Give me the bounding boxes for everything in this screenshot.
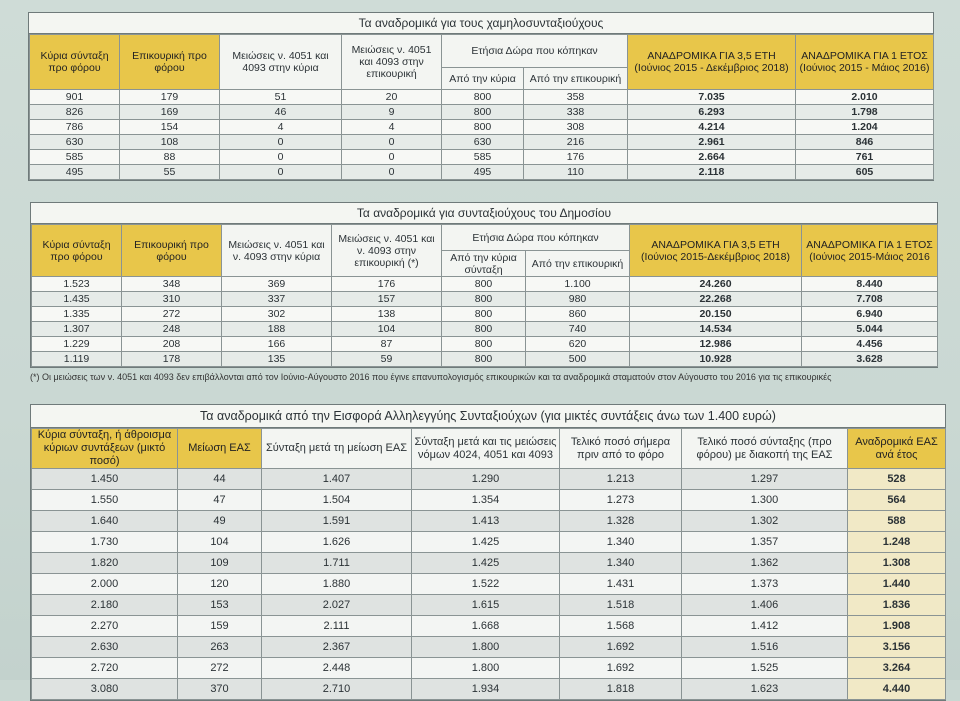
table-body bbox=[32, 277, 938, 367]
table-cell: 585 bbox=[442, 150, 524, 165]
table-cell: 104 bbox=[332, 322, 442, 337]
header-aux-pension: Επικουρική προ φόρου bbox=[122, 225, 222, 277]
table-cell: 263 bbox=[178, 637, 262, 658]
table-cell: 46 bbox=[220, 105, 342, 120]
table-cell: 846 bbox=[796, 135, 934, 150]
table-cell: 620 bbox=[526, 337, 630, 352]
table-cell: 0 bbox=[342, 135, 442, 150]
header-aux-pension: Επικουρική προ φόρου bbox=[120, 35, 220, 90]
table-cell: 1.204 bbox=[796, 120, 934, 135]
table-row bbox=[32, 616, 946, 637]
table-row bbox=[32, 277, 938, 292]
table-cell: 1.730 bbox=[32, 532, 178, 553]
table-cell: 87 bbox=[332, 337, 442, 352]
table-cell: 51 bbox=[220, 90, 342, 105]
table-cell: 272 bbox=[122, 307, 222, 322]
table-cell: 1.522 bbox=[412, 574, 560, 595]
table-row bbox=[30, 135, 934, 150]
table-cell: 1.516 bbox=[682, 637, 848, 658]
table-cell: 1.504 bbox=[262, 490, 412, 511]
table-cell: 2.448 bbox=[262, 658, 412, 679]
table-cell: 1.440 bbox=[848, 574, 946, 595]
footnote: (*) Οι μειώσεις των ν. 4051 και 4093 δεν επιβάλλονται από τον Ιούνιο-Αύγουστο 2016 που έγινε επανυπολογισμός επικουρικών και τα αναδρομικά σταματούν στον Αύγουστο του 2016 για τις επικουρικές bbox=[30, 372, 832, 382]
table-row bbox=[30, 90, 934, 105]
table-cell: 1.362 bbox=[682, 553, 848, 574]
table-cell: 1.836 bbox=[848, 595, 946, 616]
header-final-no-eas: Τελικό ποσό σύνταξης (προ φόρου) με διακοπή της ΕΑΣ bbox=[682, 429, 848, 469]
table-cell: 108 bbox=[120, 135, 220, 150]
table-row bbox=[32, 553, 946, 574]
table-cell: 1.525 bbox=[682, 658, 848, 679]
table-row bbox=[30, 165, 934, 180]
table-cell: 0 bbox=[220, 135, 342, 150]
table-cell: 630 bbox=[442, 135, 524, 150]
table-cell: 1.340 bbox=[560, 553, 682, 574]
table-cell: 2.111 bbox=[262, 616, 412, 637]
table-cell: 248 bbox=[122, 322, 222, 337]
table-cell: 800 bbox=[442, 322, 526, 337]
header-cuts-main: Μειώσεις ν. 4051 και ν. 4093 στην κύρια bbox=[222, 225, 332, 277]
table-cell: 308 bbox=[524, 120, 628, 135]
table-cell: 980 bbox=[526, 292, 630, 307]
table-body bbox=[32, 469, 946, 700]
table-cell: 1.450 bbox=[32, 469, 178, 490]
table-cell: 1.908 bbox=[848, 616, 946, 637]
table-eas-retroactive bbox=[30, 404, 946, 701]
table-cell: 800 bbox=[442, 105, 524, 120]
table-cell: 1.591 bbox=[262, 511, 412, 532]
table-cell: 358 bbox=[524, 90, 628, 105]
header-gift-aux: Από την επικουρική bbox=[524, 68, 628, 90]
table-body bbox=[30, 90, 934, 180]
table-row bbox=[32, 469, 946, 490]
table-cell: 1.412 bbox=[682, 616, 848, 637]
table-cell: 169 bbox=[120, 105, 220, 120]
table-cell: 2.027 bbox=[262, 595, 412, 616]
table-cell: 1.273 bbox=[560, 490, 682, 511]
table-cell: 2.180 bbox=[32, 595, 178, 616]
header-gross-pension: Κύρια σύνταξη, ή άθροισμα κύριων συντάξεων (μικτό ποσό) bbox=[32, 429, 178, 469]
header-after-eas: Σύνταξη μετά τη μείωση ΕΑΣ bbox=[262, 429, 412, 469]
table-cell: 12.986 bbox=[630, 337, 802, 352]
table-cell: 1.290 bbox=[412, 469, 560, 490]
table-cell: 800 bbox=[442, 90, 524, 105]
table-cell: 1.425 bbox=[412, 553, 560, 574]
table-cell: 2.010 bbox=[796, 90, 934, 105]
table-cell: 761 bbox=[796, 150, 934, 165]
table-cell: 2.000 bbox=[32, 574, 178, 595]
table-cell: 369 bbox=[222, 277, 332, 292]
table-cell: 740 bbox=[526, 322, 630, 337]
table-row bbox=[30, 105, 934, 120]
table-cell: 1.100 bbox=[526, 277, 630, 292]
table-cell: 1.550 bbox=[32, 490, 178, 511]
table-cell: 20.150 bbox=[630, 307, 802, 322]
header-gift-main: Από την κύρια bbox=[442, 68, 524, 90]
table-cell: 0 bbox=[342, 150, 442, 165]
table-row bbox=[32, 490, 946, 511]
table-cell: 55 bbox=[120, 165, 220, 180]
table-cell: 110 bbox=[524, 165, 628, 180]
table-row bbox=[30, 120, 934, 135]
table-cell: 2.118 bbox=[628, 165, 796, 180]
table-cell: 10.928 bbox=[630, 352, 802, 367]
table-cell: 348 bbox=[122, 277, 222, 292]
table-cell: 4.214 bbox=[628, 120, 796, 135]
table-cell: 9 bbox=[342, 105, 442, 120]
table-cell: 1.880 bbox=[262, 574, 412, 595]
table-cell: 44 bbox=[178, 469, 262, 490]
table-cell: 800 bbox=[442, 337, 526, 352]
table-public-pensioners bbox=[30, 202, 938, 368]
table-cell: 1.307 bbox=[32, 322, 122, 337]
table-low-pensioners bbox=[28, 12, 934, 181]
table-cell: 1.308 bbox=[848, 553, 946, 574]
table-cell: 860 bbox=[526, 307, 630, 322]
table-cell: 153 bbox=[178, 595, 262, 616]
table-cell: 1.373 bbox=[682, 574, 848, 595]
table-cell: 800 bbox=[442, 277, 526, 292]
table-cell: 7.708 bbox=[802, 292, 938, 307]
table-cell: 800 bbox=[442, 120, 524, 135]
table-cell: 1.820 bbox=[32, 553, 178, 574]
header-eas-cut: Μείωση ΕΑΣ bbox=[178, 429, 262, 469]
table-cell: 1.328 bbox=[560, 511, 682, 532]
header-final-now: Τελικό ποσό σήμερα πριν από το φόρο bbox=[560, 429, 682, 469]
table-title: Τα αναδρομικά από την Εισφορά Αλληλεγγύης Συνταξιούχων (για μικτές συντάξεις άνω των 1.400 ευρώ) bbox=[31, 405, 945, 428]
table-cell: 2.710 bbox=[262, 679, 412, 700]
table-cell: 4 bbox=[220, 120, 342, 135]
table-row bbox=[32, 595, 946, 616]
table-cell: 1.357 bbox=[682, 532, 848, 553]
table-cell: 1.711 bbox=[262, 553, 412, 574]
table-cell: 0 bbox=[220, 165, 342, 180]
table-row bbox=[32, 532, 946, 553]
table-cell: 1.692 bbox=[560, 658, 682, 679]
table-row bbox=[32, 637, 946, 658]
table-cell: 786 bbox=[30, 120, 120, 135]
table-cell: 8.440 bbox=[802, 277, 938, 292]
table-title: Τα αναδρομικά για συνταξιούχους του Δημοσίου bbox=[31, 203, 937, 224]
table-cell: 338 bbox=[524, 105, 628, 120]
table-cell: 1.302 bbox=[682, 511, 848, 532]
table-cell: 1.623 bbox=[682, 679, 848, 700]
table-cell: 1.425 bbox=[412, 532, 560, 553]
table-cell: 1.518 bbox=[560, 595, 682, 616]
table-cell: 1.335 bbox=[32, 307, 122, 322]
table-title: Τα αναδρομικά για τους χαμηλοσυνταξιούχους bbox=[29, 13, 933, 34]
table-cell: 47 bbox=[178, 490, 262, 511]
table-cell: 630 bbox=[30, 135, 120, 150]
table-cell: 588 bbox=[848, 511, 946, 532]
table-cell: 1.435 bbox=[32, 292, 122, 307]
table-cell: 1.406 bbox=[682, 595, 848, 616]
table-cell: 2.367 bbox=[262, 637, 412, 658]
table-cell: 1.119 bbox=[32, 352, 122, 367]
header-gifts: Ετήσια Δώρα που κόπηκαν bbox=[442, 225, 630, 251]
table-cell: 302 bbox=[222, 307, 332, 322]
table-row bbox=[32, 658, 946, 679]
table-cell: 1.248 bbox=[848, 532, 946, 553]
header-retro-1y: ΑΝΑΔΡΟΜΙΚΑ ΓΙΑ 1 ΕΤΟΣ (Ιούνιος 2015 - Μάιος 2016) bbox=[796, 35, 934, 90]
table-cell: 1.297 bbox=[682, 469, 848, 490]
table-cell: 2.664 bbox=[628, 150, 796, 165]
header-main-pension: Κύρια σύνταξη προ φόρου bbox=[32, 225, 122, 277]
table-cell: 208 bbox=[122, 337, 222, 352]
table-cell: 59 bbox=[332, 352, 442, 367]
table-cell: 1.615 bbox=[412, 595, 560, 616]
table-cell: 166 bbox=[222, 337, 332, 352]
table-cell: 4.456 bbox=[802, 337, 938, 352]
table-cell: 2.630 bbox=[32, 637, 178, 658]
table-cell: 1.626 bbox=[262, 532, 412, 553]
table-cell: 104 bbox=[178, 532, 262, 553]
table-cell: 176 bbox=[524, 150, 628, 165]
table-cell: 5.044 bbox=[802, 322, 938, 337]
table-cell: 216 bbox=[524, 135, 628, 150]
table-cell: 2.720 bbox=[32, 658, 178, 679]
table-cell: 826 bbox=[30, 105, 120, 120]
table-cell: 22.268 bbox=[630, 292, 802, 307]
table-cell: 109 bbox=[178, 553, 262, 574]
table-cell: 4 bbox=[342, 120, 442, 135]
table-cell: 135 bbox=[222, 352, 332, 367]
table-cell: 1.213 bbox=[560, 469, 682, 490]
table-row bbox=[30, 150, 934, 165]
table-cell: 1.692 bbox=[560, 637, 682, 658]
table-cell: 49 bbox=[178, 511, 262, 532]
table-cell: 800 bbox=[442, 352, 526, 367]
table-cell: 1.300 bbox=[682, 490, 848, 511]
header-retro-1y: ΑΝΑΔΡΟΜΙΚΑ ΓΙΑ 1 ΕΤΟΣ (Ιούνιος 2015-Μάιος 2016 bbox=[802, 225, 938, 277]
header-cuts-aux: Μειώσεις ν. 4051 και 4093 στην επικουρική bbox=[342, 35, 442, 90]
table-cell: 605 bbox=[796, 165, 934, 180]
header-retro-3y: ΑΝΑΔΡΟΜΙΚΑ ΓΙΑ 3,5 ΕΤΗ (Ιούνιος 2015-Δεκέμβριος 2018) bbox=[630, 225, 802, 277]
header-gift-main: Από την κύρια σύνταξη bbox=[442, 251, 526, 277]
table-cell: 179 bbox=[120, 90, 220, 105]
header-gifts: Ετήσια Δώρα που κόπηκαν bbox=[442, 35, 628, 68]
table-cell: 1.798 bbox=[796, 105, 934, 120]
table-cell: 3.264 bbox=[848, 658, 946, 679]
table-cell: 528 bbox=[848, 469, 946, 490]
table-cell: 157 bbox=[332, 292, 442, 307]
table-cell: 1.407 bbox=[262, 469, 412, 490]
table-cell: 6.940 bbox=[802, 307, 938, 322]
table-cell: 901 bbox=[30, 90, 120, 105]
table-cell: 2.961 bbox=[628, 135, 796, 150]
header-cuts-main: Μειώσεις ν. 4051 και 4093 στην κύρια bbox=[220, 35, 342, 90]
table-cell: 0 bbox=[342, 165, 442, 180]
table-cell: 370 bbox=[178, 679, 262, 700]
header-eas-retro: Αναδρομικά ΕΑΣ ανά έτος bbox=[848, 429, 946, 469]
table-cell: 500 bbox=[526, 352, 630, 367]
header-after-laws: Σύνταξη μετά και τις μειώσεις νόμων 4024, 4051 και 4093 bbox=[412, 429, 560, 469]
table-cell: 159 bbox=[178, 616, 262, 637]
table-cell: 800 bbox=[442, 307, 526, 322]
table-cell: 1.818 bbox=[560, 679, 682, 700]
table-row bbox=[32, 352, 938, 367]
table-cell: 176 bbox=[332, 277, 442, 292]
table-cell: 800 bbox=[442, 292, 526, 307]
table-row bbox=[32, 307, 938, 322]
table-cell: 1.523 bbox=[32, 277, 122, 292]
table-cell: 0 bbox=[220, 150, 342, 165]
table-row bbox=[32, 511, 946, 532]
table-cell: 310 bbox=[122, 292, 222, 307]
table-cell: 178 bbox=[122, 352, 222, 367]
table-cell: 3.628 bbox=[802, 352, 938, 367]
table-cell: 1.354 bbox=[412, 490, 560, 511]
table-row bbox=[32, 679, 946, 700]
table-cell: 495 bbox=[442, 165, 524, 180]
table-cell: 4.440 bbox=[848, 679, 946, 700]
table-cell: 1.229 bbox=[32, 337, 122, 352]
table-cell: 1.800 bbox=[412, 658, 560, 679]
header-cuts-aux: Μειώσεις ν. 4051 και ν. 4093 στην επικουρική (*) bbox=[332, 225, 442, 277]
table-cell: 1.800 bbox=[412, 637, 560, 658]
table-row bbox=[32, 337, 938, 352]
table-cell: 1.668 bbox=[412, 616, 560, 637]
table-cell: 1.340 bbox=[560, 532, 682, 553]
table-cell: 337 bbox=[222, 292, 332, 307]
table-cell: 6.293 bbox=[628, 105, 796, 120]
table-cell: 1.431 bbox=[560, 574, 682, 595]
table-cell: 88 bbox=[120, 150, 220, 165]
table-cell: 24.260 bbox=[630, 277, 802, 292]
table-cell: 120 bbox=[178, 574, 262, 595]
header-gift-aux: Από την επικουρική bbox=[526, 251, 630, 277]
table-cell: 272 bbox=[178, 658, 262, 679]
table-row bbox=[32, 574, 946, 595]
table-cell: 3.156 bbox=[848, 637, 946, 658]
table-cell: 2.270 bbox=[32, 616, 178, 637]
table-cell: 585 bbox=[30, 150, 120, 165]
table-row bbox=[32, 322, 938, 337]
table-row bbox=[32, 292, 938, 307]
table-cell: 1.934 bbox=[412, 679, 560, 700]
table-cell: 20 bbox=[342, 90, 442, 105]
table-cell: 1.568 bbox=[560, 616, 682, 637]
header-main-pension: Κύρια σύνταξη προ φόρου bbox=[30, 35, 120, 90]
table-cell: 154 bbox=[120, 120, 220, 135]
table-cell: 564 bbox=[848, 490, 946, 511]
table-cell: 495 bbox=[30, 165, 120, 180]
table-cell: 1.413 bbox=[412, 511, 560, 532]
table-cell: 14.534 bbox=[630, 322, 802, 337]
table-cell: 7.035 bbox=[628, 90, 796, 105]
header-retro-3y: ΑΝΑΔΡΟΜΙΚΑ ΓΙΑ 3,5 ΕΤΗ (Ιούνιος 2015 - Δεκέμβριος 2018) bbox=[628, 35, 796, 90]
table-cell: 1.640 bbox=[32, 511, 178, 532]
table-cell: 3.080 bbox=[32, 679, 178, 700]
table-cell: 188 bbox=[222, 322, 332, 337]
table-cell: 138 bbox=[332, 307, 442, 322]
